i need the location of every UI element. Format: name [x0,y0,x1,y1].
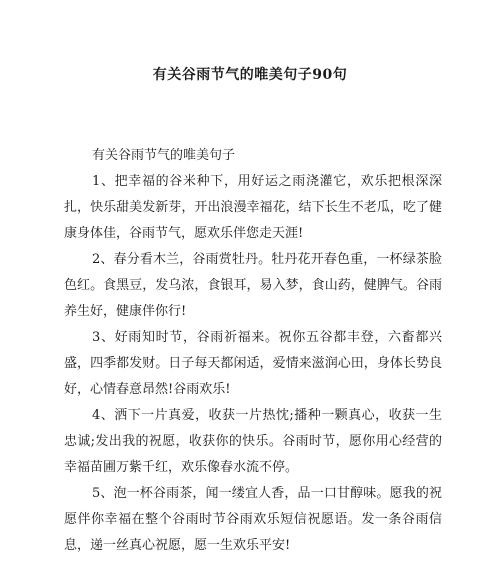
paragraph-4: 4、洒下一片真爱，收获一片热忱;播种一颗真心，收获一生忠诚;发出我的祝愿，收获你的快乐。谷雨时节，愿你用心经营的幸福苗圃万紫千红，欢乐像春水流不停。 [64,408,442,475]
document-body [64,143,442,559]
section-heading: 有关谷雨节气的唯美句子 [92,148,236,163]
paragraph-2: 2、春分看木兰，谷雨赏牡丹。牡丹花开春色重，一杯绿茶脸色红。食黑豆，发乌浓，食银耳，易入梦，食山药，健脾气。谷雨养生好，健康伴你行! [64,252,442,319]
paragraph-1: 1、把幸福的谷米种下，用好运之雨浇灌它，欢乐把根深深扎，快乐甜美发新芽，开出浪漫幸福花，结下长生不老瓜，吃了健康身体佳，谷雨节气，愿欢乐伴您走天涯! [64,174,442,241]
paragraph-5: 5、泡一杯谷雨茶，闻一缕宜人香，品一口甘醇味。愿我的祝愿伴你幸福在整个谷雨时节谷雨欢乐短信祝愿语。发一条谷雨信息，递一丝真心祝愿，愿一生欢乐平安! [64,486,442,553]
paragraph-3: 3、好雨知时节，谷雨祈福来。祝你五谷都丰登，六畜都兴盛，四季都发财。日子每天都闲适，爱情来滋润心田，身体长势良好，心情春意昂然!谷雨欢乐! [64,330,442,397]
document-title: 有关谷雨节气的唯美句子90句 [152,67,348,83]
